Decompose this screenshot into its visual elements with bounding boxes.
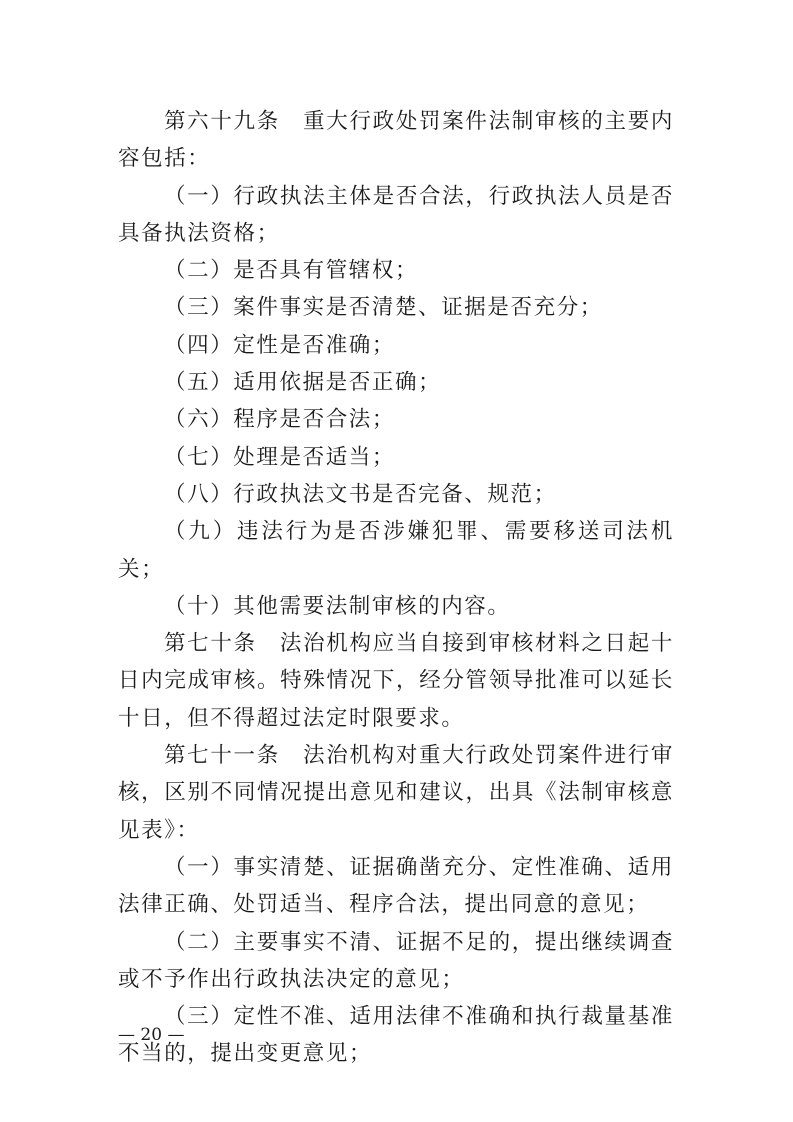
article-71-item-1: （一）事实清楚、证据确凿充分、定性准确、适用法律正确、处罚适当、程序合法，提出同意的意见； [118, 854, 674, 918]
article-70: 第七十条 法治机构应当自接到审核材料之日起十日内完成审核。特殊情况下，经分管领导批准可以延长十日，但不得超过法定时限要求。 [118, 631, 674, 731]
article-69-item-3: （三）案件事实是否清楚、证据是否充分； [164, 295, 603, 321]
article-69-item-9: （九）违法行为是否涉嫌犯罪、需要移送司法机关； [118, 519, 674, 582]
article-69-item-6: （六）程序是否合法； [164, 407, 396, 433]
article-69-item-7: （七）处理是否适当； [164, 444, 396, 470]
article-69-item-5: （五）适用依据是否正确； [164, 370, 442, 396]
article-69-heading: 第六十九条 重大行政处罚案件法制审核的主要内容包括： [118, 109, 674, 172]
article-71-item-3: （三）定性不准、适用法律不准确和执行裁量基准不当的，提出变更意见； [118, 1004, 674, 1067]
article-69-item-1: （一）行政执法主体是否合法，行政执法人员是否具备执法资格； [118, 183, 674, 246]
page-number: — 20 — [118, 1025, 185, 1045]
article-71-item-2: （二）主要事实不清、证据不足的，提出继续调查或不予作出行政执法决定的意见； [118, 929, 674, 992]
article-69-item-10: （十）其他需要法制审核的内容。 [164, 593, 511, 619]
article-69-item-8: （八）行政执法文书是否完备、规范； [164, 481, 557, 507]
article-71-heading: 第七十一条 法治机构对重大行政处罚案件进行审核，区别不同情况提出意见和建议，出具《法制审核意见表》： [118, 743, 674, 843]
article-69-item-2: （二）是否具有管辖权； [164, 258, 419, 284]
article-69-item-4: （四）定性是否准确； [164, 332, 396, 358]
document-body [118, 103, 674, 1073]
